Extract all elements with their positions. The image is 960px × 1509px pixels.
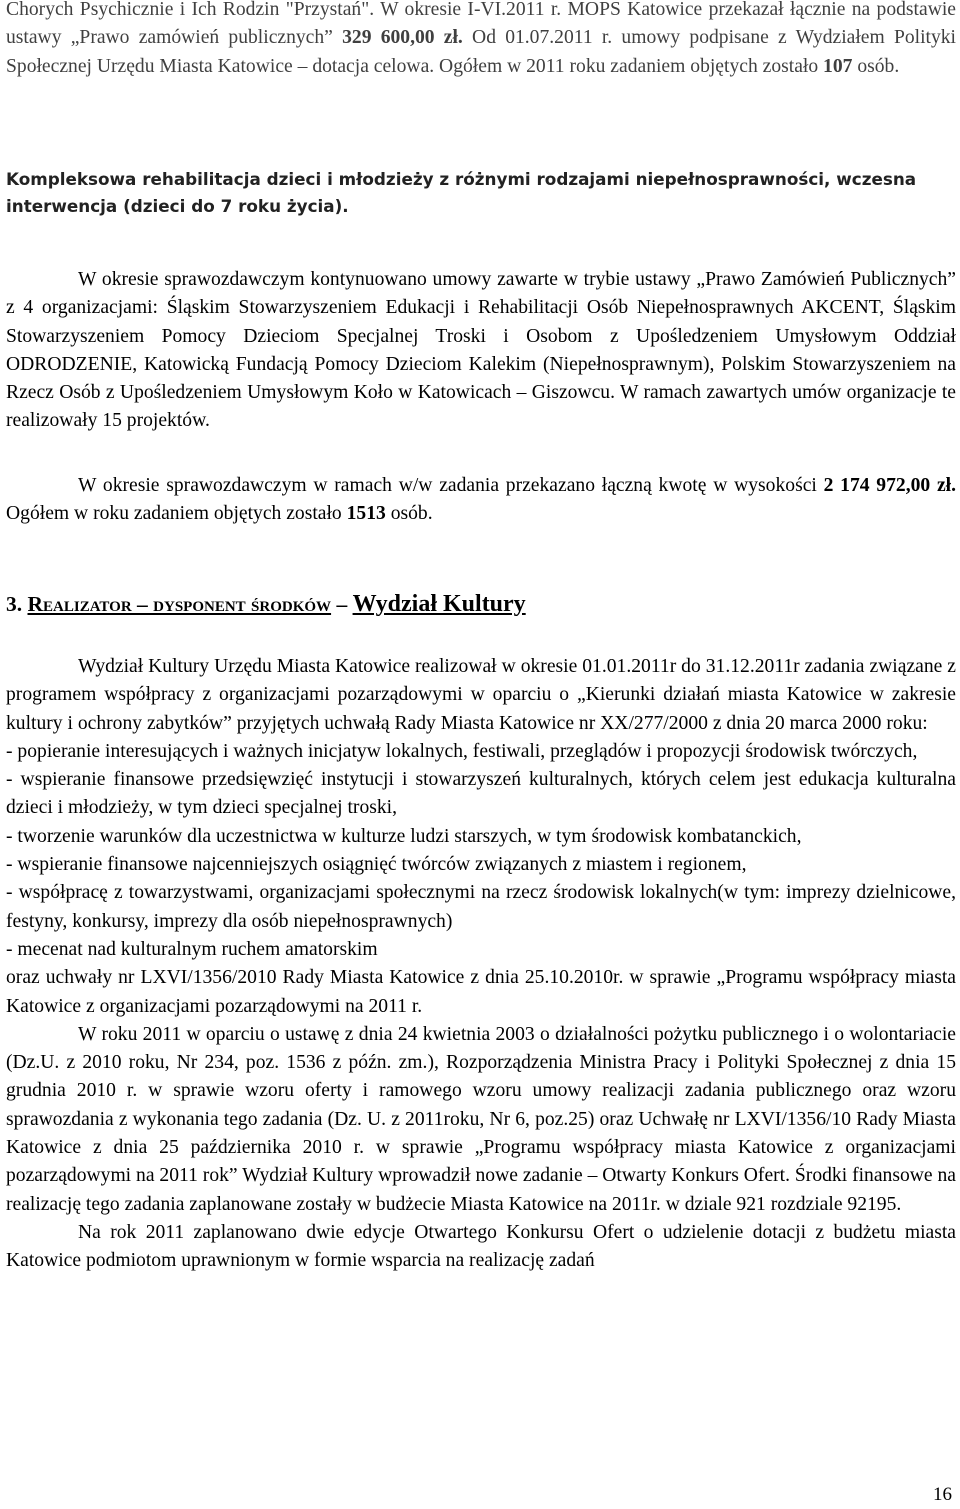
list-item: - tworzenie warunków dla uczestnictwa w kulturze ludzi starszych, w tym środowisk kombatanckich,	[6, 825, 802, 847]
heading-dash: –	[331, 592, 353, 616]
culture-paragraph-4: Na rok 2011 zaplanowano dwie edycje Otwartego Konkursu Ofert o udzielenie dotacji z budżetu miasta Katowice podmiotom uprawnionym w formie wsparcia na realizację zadań	[6, 1221, 956, 1272]
list-item: - popieranie interesujących i ważnych inicjatyw lokalnych, festiwali, przeglądów i propozycji środowisk twórczych,	[6, 740, 918, 762]
rehab-text-b: Ogółem w roku zadaniem objętych zostało	[6, 503, 347, 525]
rehab-text-a: W okresie sprawozdawczym w ramach w/w zadania przekazano łączną kwotę w wysokości	[78, 475, 824, 496]
rehab-paragraph-2	[6, 472, 956, 529]
intro-amount: 329 600,00 zł.	[342, 27, 463, 49]
culture-paragraph-1: Wydział Kultury Urzędu Miasta Katowice realizował w okresie 01.01.2011r do 31.12.2011r zadania związane z programem współpracy z organizacjami pozarządowymi w oparciu o „Kierunki działań miasta Katowice w zakresie kultury i ochrony zabytków” przyjętych uchwałą Rady Miasta Katowice nr XX/277/2000 z dnia 20 marca 2000 roku:	[6, 656, 956, 734]
list-item: - wspieranie finansowe najcenniejszych osiągnięć twórców związanych z miastem i regionem,	[6, 854, 747, 876]
rehab-amount: 2 174 972,00 zł.	[823, 475, 956, 496]
list-item: - wspieranie finansowe przedsięwzięć instytucji i stowarzyszeń kulturalnych, których celem jest edukacja kulturalna dzieci i młodzieży, w tym dzieci specjalnej troski,	[6, 769, 956, 819]
intro-text-3: osób.	[852, 55, 900, 77]
rehab-text-c: osób.	[385, 503, 433, 525]
intro-count: 107	[823, 55, 853, 77]
heading-number: 3.	[6, 592, 23, 616]
culture-paragraph-2: oraz uchwały nr LXVI/1356/2010 Rady Miasta Katowice z dnia 25.10.2010r. w sprawie „Programu współpracy miasta Katowice z organizacjami pozarządowymi na 2011 r.	[6, 967, 956, 1017]
rehab-count: 1513	[346, 503, 386, 525]
intro-paragraph	[6, 0, 956, 81]
intro-text-1: Chorych Psychicznie i Ich Rodzin "Przystań". W okresie I-VI.2011 r. MOPS Katowice przekazał łącznie na podstawie ustawy „Prawo zamówień publicznych”	[6, 0, 956, 49]
culture-section	[6, 653, 956, 1276]
page-number: 16	[933, 1484, 952, 1505]
section-title-rehabilitation: Kompleksowa rehabilitacja dzieci i młodzieży z różnymi rodzajami niepełnosprawności, wczesna interwencja (dzieci do 7 roku życia).	[6, 169, 917, 216]
culture-paragraph-3: W roku 2011 w oparciu o ustawę z dnia 24 kwietnia 2003 o działalności pożytku publicznego i o wolontariacie (Dz.U. z 2010 roku, Nr 234, poz. 1536 z późn. zm.), Rozporządzenia Ministra Pracy i Polityki Społecznej z dnia 15 grudnia 2010 r. w sprawie wzoru oferty i ramowego wzoru umowy realizacji zadania publicznego oraz wzoru sprawozdania z wykonania tego zadania (Dz. U. z 2011roku, Nr 6, poz.25) oraz Uchwałę nr LXVI/1356/10 Rady Miasta Katowice z dnia 25 października 2010 r. w sprawie „Programu współpracy miasta Katowice z organizacjami pozarządowymi na 2011 rok” Wydział Kultury wprowadził nowe zadanie – Otwarty Konkurs Ofert. Środki finansowe na realizację tego zadania zaplanowane zostały w budżecie Miasta Katowice na 2011r. w dziale 921 rozdziale 92195.	[6, 1023, 956, 1215]
heading-department: Wydział Kultury	[352, 591, 526, 617]
intro-text-2: Od 01.07.2011 r. umowy podpisane z Wydziałem Polityki Społecznej Urzędu Miasta Katowice – dotacja celowa. Ogółem w 2011 roku zadaniem objętych zostało	[6, 27, 957, 77]
heading-label: Realizator – dysponent środków	[27, 592, 332, 616]
list-item: - mecenat nad kulturalnym ruchem amatorskim	[6, 938, 378, 960]
rehab-paragraph-1: W okresie sprawozdawczym kontynuowano umowy zawarte w trybie ustawy „Prawo Zamówień Publicznych” z 4 organizacjami: Śląskim Stowarzyszeniem Edukacji i Rehabilitacji Osób Niepełnosprawnych AKCENT, Śląskim Stowarzyszeniem Pomocy Dzieciom Specjalnej Troski i Osobom z Upośledzeniem Umysłowym Oddział ODRODZENIE, Katowicką Fundacją Pomocy Dzieciom Kalekim (Niepełnosprawnym), Polskim Stowarzyszeniem na Rzecz Osób z Upośledzeniem Umysłowym Koło w Katowicach – Giszowcu. W ramach zawartych umów organizacje te realizowały 15 projektów.	[6, 269, 956, 432]
list-item: - współpracę z towarzystwami, organizacjami społecznymi na rzecz środowisk lokalnych(w tym: imprezy dzielnicowe, festyny, konkursy, imprezy dla osób niepełnosprawnych)	[6, 882, 956, 932]
section-heading-3	[6, 590, 956, 618]
